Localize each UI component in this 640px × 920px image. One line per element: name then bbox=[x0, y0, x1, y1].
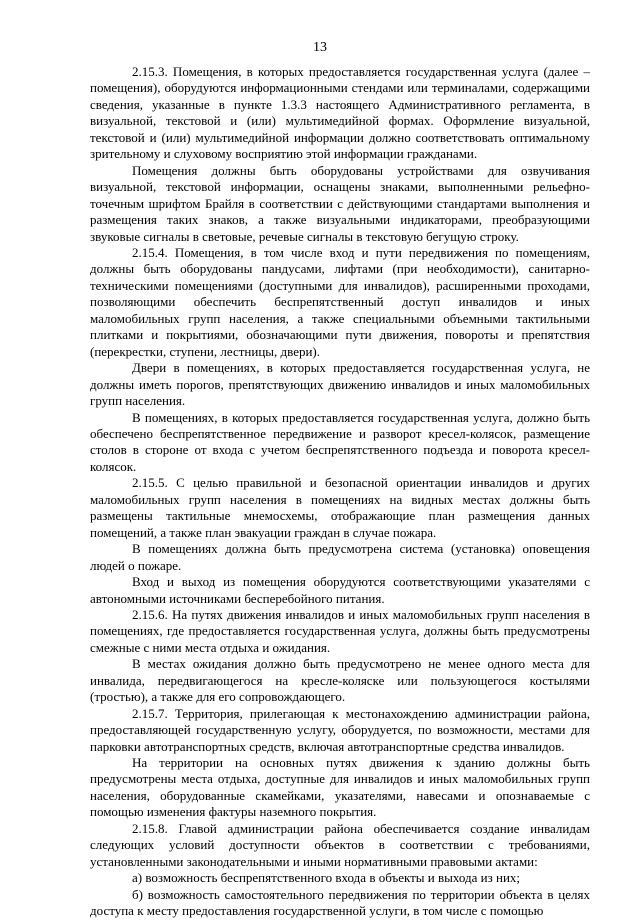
paragraph: Помещения должны быть оборудованы устройствами для озвучивания визуальной, текстовой информации, оснащены знаками, выполненными рельефно-точечным шрифтом Брайля в соответствии с действующими стандартами выполнения и размещения таких знаков, а также визуальными индикаторами, преобразующими звуковые сигналы в световые, речевые сигналы в текстовую бегущую строку. bbox=[90, 162, 590, 244]
paragraph: Вход и выход из помещения оборудуются соответствующими указателями с автономными источниками бесперебойного питания. bbox=[90, 574, 590, 606]
paragraph: На территории на основных путях движения к зданию должны быть предусмотрены места отдыха, доступные для инвалидов и иных маломобильных групп населения, оборудованные скамейками, указателями, навесами и опознаваемые с помощью изменения фактуры наземного покрытия. bbox=[90, 755, 590, 820]
paragraph-2-15-6: 2.15.6. На путях движения инвалидов и иных маломобильных групп населения в помещениях, где предоставляется государственная услуга, должны быть предусмотрены смежные с ними места отдыха и ожидания. bbox=[90, 606, 590, 655]
paragraph: Двери в помещениях, в которых предоставляется государственная услуга, не должны иметь порогов, препятствующих движению инвалидов и иных маломобильных групп населения. bbox=[90, 360, 590, 409]
page-number: 13 bbox=[313, 40, 327, 55]
paragraph: В помещениях, в которых предоставляется государственная услуга, должно быть обеспечено беспрепятственное передвижение и разворот кресел-колясок, размещение столов в стороне от входа с учетом беспрепятственного подъезда и поворота кресел-колясок. bbox=[90, 409, 590, 474]
paragraph-2-15-8: 2.15.8. Главой администрации района обеспечивается создание инвалидам следующих условий доступности объектов в соответствии с требованиями, установленными законодательными и иными нормативными правовыми актами: bbox=[90, 820, 590, 869]
document-body bbox=[90, 64, 590, 920]
paragraph: В помещениях должна быть предусмотрена система (установка) оповещения людей о пожаре. bbox=[90, 541, 590, 573]
paragraph: В местах ожидания должно быть предусмотрено не менее одного места для инвалида, передвигающегося на кресле-коляске или пользующегося костылями (тростью), а также для его сопровождающего. bbox=[90, 656, 590, 705]
paragraph-2-15-3: 2.15.3. Помещения, в которых предоставляется государственная услуга (далее – помещения), оборудуются информационными стендами или терминалами, содержащими сведения, указанные в пункте 1.3.3 настоящего Административного регламента, в визуальной, текстовой и (или) мультимедийной формах. Оформление визуальной, текстовой и (или) мультимедийной информации должно соответствовать оптимальному зрительному и слуховому восприятию этой информации гражданами. bbox=[90, 64, 590, 162]
paragraph-2-15-5: 2.15.5. С целью правильной и безопасной ориентации инвалидов и других маломобильных групп населения в помещениях на видных местах должны быть размещены тактильные мнемосхемы, отображающие план размещения данных помещений, а также план эвакуации граждан в случае пожара. bbox=[90, 475, 590, 540]
list-item-a: а) возможность беспрепятственного входа в объекты и выхода из них; bbox=[132, 870, 521, 886]
paragraph-2-15-7: 2.15.7. Территория, прилегающая к местонахождению администрации района, предоставляющей государственную услугу, оборудуется, по возможности, местами для парковки автотранспортных средств, включая автотранспортные средства инвалидов. bbox=[90, 705, 590, 754]
list-item-b: б) возможность самостоятельного передвижения по территории объекта в целях доступа к месту предоставления государственной услуги, в том числе с помощью bbox=[90, 886, 590, 919]
paragraph-2-15-4: 2.15.4. Помещения, в том числе вход и пути передвижения по помещениям, должны быть оборудованы пандусами, лифтами (при необходимости), санитарно-техническими помещениями (доступными для инвалидов), расширенными проходами, позволяющими обеспечить беспрепятственный доступ инвалидов и иных маломобильных групп населения, а также специальными объемными тактильными плитками и покрытиями, обозначающими пути движения, повороты и препятствия (перекрестки, ступени, лестницы, двери). bbox=[90, 244, 590, 359]
